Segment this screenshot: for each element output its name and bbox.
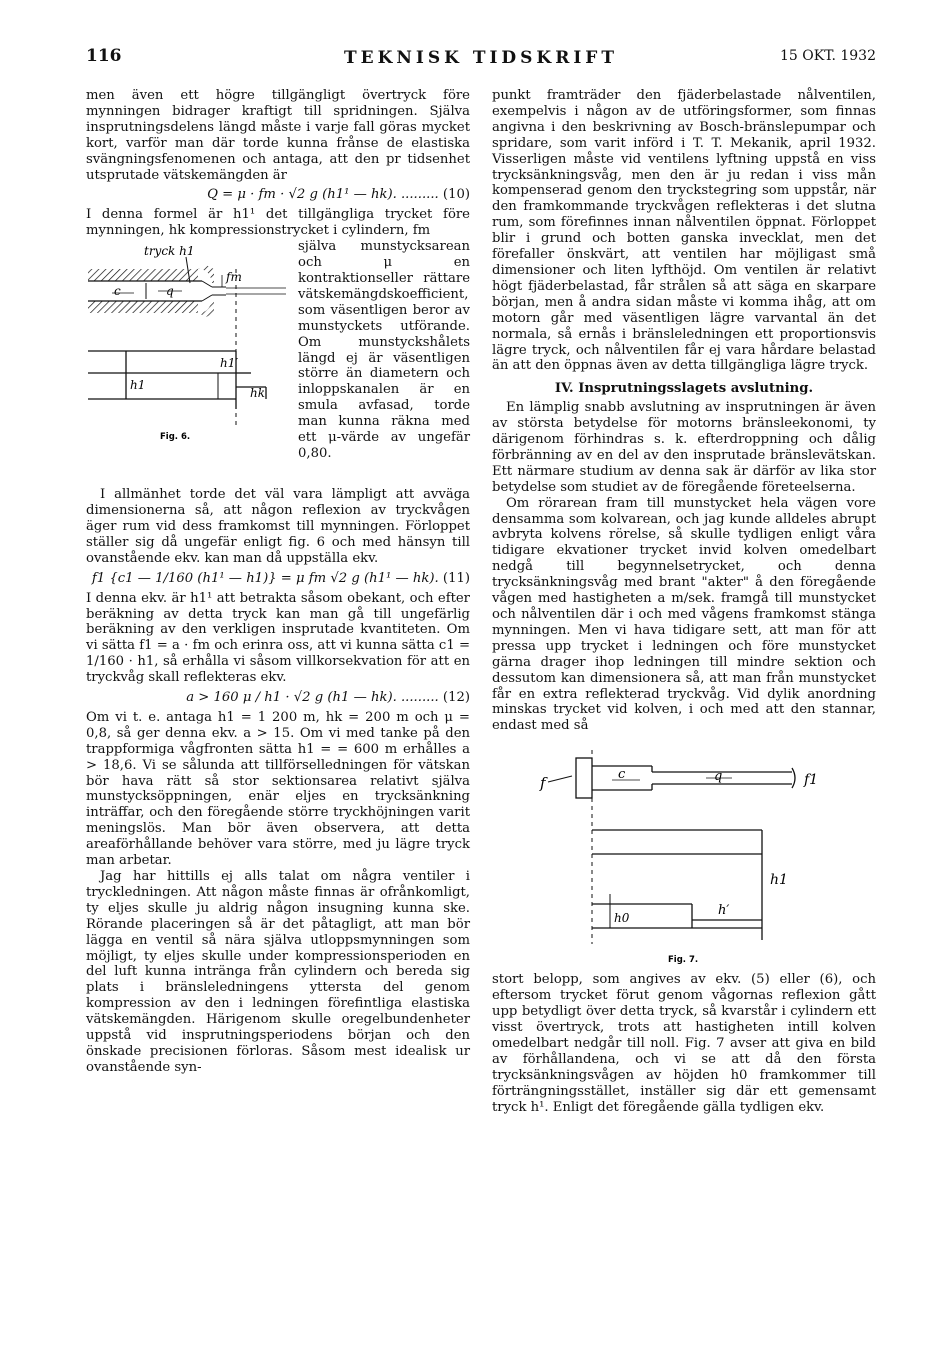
figure-7 <box>492 744 876 972</box>
fig7-label-h0: h0 <box>614 911 630 926</box>
figure-6-block <box>86 239 470 487</box>
fig6-nozzle-bottom <box>198 299 214 317</box>
left-column <box>86 88 470 1076</box>
fig6-label-h1: h1 <box>130 378 146 393</box>
equation-11-body: f1 {c1 — 1/160 (h1¹ — h1)} = μ fm √2 g (h1¹ — hk). <box>91 570 439 586</box>
fig6-nozzle-top <box>198 265 214 283</box>
paragraph: Jag har hittills ej alls talat om några ventiler i tryckledningen. Att någon måste finnas är ofrånkomligt, ty eljes skulle ju aldrig någon insugning kunna ske. Rörande placeringen så är det påtagligt, att man bör lägga en ventil så nära själva utloppsmynningen som möjligt, ty eljes skulle under kompressionsperioden en del luft kunna intränga från cylindern och bereda sig plats i bränsleledningens yttersta del genom kompression av den i ledningen förefintliga elastiska vätskemängden. Härigenom skulle oregelbundenheter uppstå vid insprutningsperiodens början och den önskade precisionen förloras. Såsom mest idealisk ur ovanstående syn- <box>86 869 470 1075</box>
issue-date: 15 OKT. 1932 <box>779 48 876 64</box>
fig7-piston <box>576 758 592 798</box>
figure-6-wrap-text: själva munstycksarean och μ en kontraktionseller rättare vätskemängdskoefficient, som väsentligen beror av munstyckets utförande. Om munstyckshålets längd ej är väsentligen större än diametern och inloppskanalen är en smula avfasad, torde man kunna räkna med ett μ-värde av ungefär 0,80. <box>298 239 470 461</box>
paragraph: punkt framträder den fjäderbelastade nålventilen, exempelvis i någon av de utföringsformer, som finnas angivna i den beskrivning av Bosch-bränslepumpar och spridare, som varit införd i T. T. Mekanik, april 1932. Visserligen måste vid ventilens lyftning uppstå en viss trycksänkningsvåg, men den är ju redan i viss mån kompenserad genom den tryckstegring som uppstår, när den framkommande tryckvågen reflekteras i det slutna rum, som förefinnes innan nålventilen öppnat. Förloppet blir i grund och botten ganska invecklat, men det förefaller önskvärt, att ventilen har möjligast små dimensioner och liten lyfthöjd. Om ventilen är relativt högt fjäderbelastad, får strålen så att säga en skarpare början, men å andra sidan måste vi komma ihåg, att om motorn går med väsentligen lägre varvantal än det normala, så ernås i bränsleledningen ett proportionsvis lägre tryck, och nålventilen får ej vara hårdare belastad än att den öppnas även av detta tillgängliga lägre tryck. <box>492 88 876 374</box>
figure-7-caption: Fig. 7. <box>668 955 699 966</box>
right-column <box>492 88 876 1115</box>
fig7-label-q: q <box>714 769 723 785</box>
page-header <box>86 46 876 70</box>
fig6-label-tryck: tryck h1 <box>144 244 195 259</box>
fig6-label-q: q <box>166 284 174 299</box>
fig7-label-h-prime: h′ <box>718 903 730 919</box>
journal-title: TEKNISK TIDSKRIFT <box>343 48 619 68</box>
fig6-label-fm: fm <box>226 270 242 285</box>
fig6-label-h1-prime: h1′ <box>220 356 239 371</box>
fig6-wall-bottom <box>88 301 198 313</box>
paragraph: stort belopp, som angives av ekv. (5) eller (6), och eftersom trycket förut genom vågornas reflexion gått upp betydligt över detta tryck, så kvarstår i cylindern ett visst övertryck, trots att hastigheten intill kolven omedelbart nedgår till noll. Fig. 7 avser att giva en bild av förhållandena, och vi se att då den första trycksänkningsvågen av höjden h0 framkommer till förträngningsstället, inställer sig där ett gemensamt tryck h¹. Enligt det föregående gälla tydligen ekv. <box>492 972 876 1115</box>
equation-12-body: a > 160 μ / h1 · √2 g (h1 — hk). ......... <box>186 690 439 706</box>
paragraph: I denna formel är h1¹ det tillgängliga trycket före mynningen, hk kompressionstrycket i cylindern, fm <box>86 207 470 239</box>
fig6-wall-top <box>88 269 198 281</box>
equation-11 <box>86 571 470 587</box>
equation-12-number: (12) <box>442 690 470 706</box>
equation-11-number: (11) <box>442 570 470 586</box>
equation-12 <box>86 690 470 706</box>
equation-10 <box>86 187 470 203</box>
equation-10-number: (10) <box>442 187 470 203</box>
paragraph: Om rörarean fram till munstycket hela vägen vore densamma som kolvarean, och jag kunde alldeles abrupt avbryta kolvens rörelse, så skulle tydligen enligt våra tidigare ekvationer trycket invid kolven omedelbart nedgå till begynnelsetrycket, och denna trycksänkningsvåg med brant "akter" å den föregående vågen med hastigheten a m/sek. framgå till munstycket och nålventilen där i och med vågens framkomst stänga mynningen. Men vi hava tidigare sett, att man för att pressa upp trycket i ledningen och före munstycket gärna drager ihop ledningen till mindre sektion och dessutom kan dimensionera så, att man från munstycket får en extra reflekterad tryckvåg. Vid dylik anordning minskas trycket vid kolven, i och med att den stannar, endast med så <box>492 495 876 734</box>
page-number: 116 <box>86 46 122 66</box>
figure-7-block <box>492 744 876 972</box>
figure-6 <box>86 239 296 487</box>
paragraph: men även ett högre tillgängligt övertryck före mynningen bidrager kraftigt till spridningen. Själva insprutningsdelens längd måste i varje fall göras mycket kort, varför man där torde kunna frånse de elastiska svängningsfenomenen och antaga, att den pr tidsenhet utsprutade vätskemängden är <box>86 88 470 183</box>
fig6-label-hk: hk <box>250 386 265 401</box>
paragraph: I allmänhet torde det väl vara lämpligt att avväga dimensionerna så, att någon reflexion av tryckvågen äger rum vid dess framkomst till mynningen. Förloppet ställer sig då ungefär enligt fig. 6 och med hänsyn till ovanstående ekv. kan man då uppställa ekv. <box>86 487 470 566</box>
section-heading: IV. Insprutningsslagets avslutning. <box>554 381 814 397</box>
paragraph: Om vi t. e. antaga h1 = 1 200 m, hk = 200 m och μ = 0,8, så ger denna ekv. a > 15. Om vi med tanke på den trappformiga vågfronten sätta h1 = = 600 m erhålles a > 18,6. Vi se sålunda att tillförselledningen för vätskan bör hava rätt så stor sektionsarea relativt själva munstycksöppningen, enär eljes en trycksänkning inträffar, och den föregående större tryckhöjningen varit meningslös. Man bör även observera, att detta areaförhållande behöver vara större, med ju lägre tryck man arbetar. <box>86 709 470 869</box>
fig7-label-f1: f1 <box>804 772 819 789</box>
figure-6-caption: Fig. 6. <box>160 432 191 443</box>
fig7-label-c: c <box>618 767 626 783</box>
fig7-label-f: f <box>540 774 546 793</box>
fig7-label-h1: h1 <box>770 872 788 889</box>
equation-10-body: Q = μ · fm · √2 g (h1¹ — hk). ......... <box>207 187 439 203</box>
paragraph: I denna ekv. är h1¹ att betrakta såsom obekant, och efter beräkning av detta tryck kan man gå till ungefärlig beräkning av den verkligen insprutade kvantiteten. Om vi sätta f1 = a · fm och erinra oss, att vi kunna sätta c1 = 1/160 · h1, så erhålla vi såsom villkorsekvation för att en tryckvåg skall reflekteras ekv. <box>86 590 470 686</box>
fig6-label-c: c <box>114 284 121 299</box>
paragraph: En lämplig snabb avslutning av insprutningen är även av största betydelse för motorns bränsleekonomi, ty därigenom förhindras s. k. efterdroppning och dålig förbränning av en del av den insprutade bränslevätskan. Ett närmare studium av denna sak är därför av lika stor betydelse som studiet av de föregående företeelserna. <box>492 400 876 495</box>
